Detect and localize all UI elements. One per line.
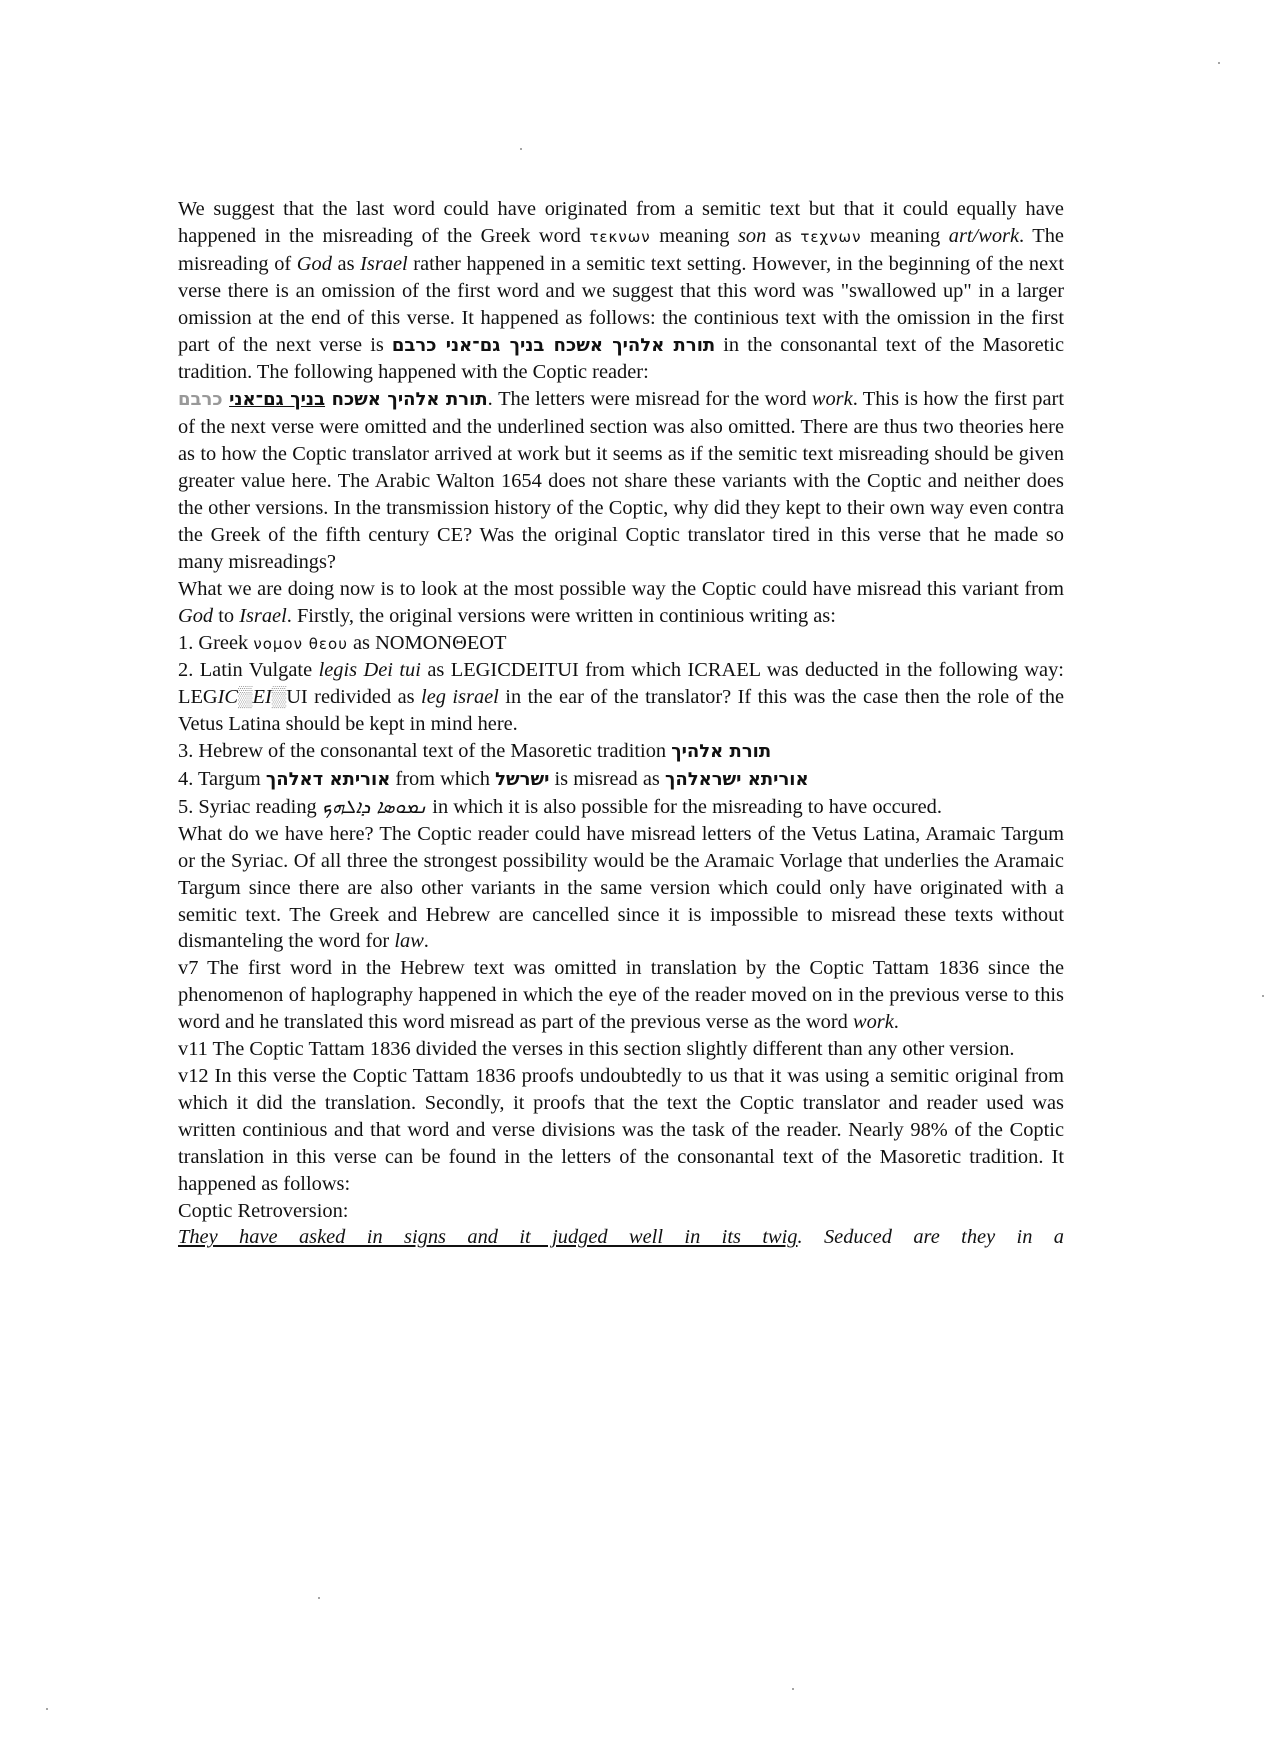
word-son: son	[737, 224, 767, 247]
word-work: work	[811, 388, 853, 411]
hebrew-phrase-2: תורת אלהיך אשכח בניך גם־אני כרבם	[178, 389, 488, 411]
greek-word-tekvwv: τεκνων	[589, 227, 651, 246]
paragraph-1: We suggest that the last word could have originated from a semitic text but that it could equally have happened in the misreading of the Greek word τεκνων meaning son as τεχνων meaning art/work. The misreading of God as Israel rather happened in a semitic text setting. However, in the beginning of the next verse there is an omission of the first word and we suggest that this word was "swallowed up" in a larger omission at the end of this verse. It happened as follows: the continious text with the omission in the first part of the next verse is תורת אלהיך אשכח בניך גם־אני כרבם in the consonantal text of the Masoretic tradition. The following happened with the Coptic reader:	[178, 198, 1064, 384]
paragraph-v12: v12 In this verse the Coptic Tattam 1836 proofs undoubtedly to us that it was using a semitic original from which it did the translation. Secondly, it proofs that the text the Coptic translator and reader used was written continious and that word and verse divisions was the task of the reader. Nearly 98% of the Coptic translation in this verse can be found in the letters of the consonantal text of the Masoretic tradition. It happened as follows:	[178, 1065, 1064, 1195]
list-item-greek: 1. Greek νομον θεου as NOMONΘEOT	[178, 631, 507, 654]
list-item-syriac: 5. Syriac reading ܢܡܘܣܐ ܕܐܠܗܟ in which it is also possible for the misreading to have occured.	[178, 795, 942, 818]
body-text	[178, 196, 1064, 1251]
scan-speck	[1218, 62, 1220, 64]
paragraph-v11: v11 The Coptic Tattam 1836 divided the verses in this section slightly different than any other version.	[178, 1038, 1015, 1061]
word-god: God	[296, 252, 332, 275]
smudge-mark: ▒	[238, 686, 253, 709]
scan-speck	[520, 148, 522, 150]
paragraph-4: What do we have here? The Coptic reader could have misread letters of the Vetus Latina, Aramaic Targum or the Syriac. Of all three the strongest possibility would be the Aramaic Vorlage that underlies the Aramaic Targum since there are also other variants in the same version which could only have originated with a semitic text. The Greek and Hebrew are cancelled since it is impossible to misread these texts without dismanteling the word for law.	[178, 822, 1064, 953]
scan-speck	[792, 1688, 794, 1690]
coptic-retroversion-text: They have asked in signs and it judged well in its twig. Seduced are they in a	[178, 1226, 1064, 1249]
greek-word-texvwv: τεχνων	[800, 227, 862, 246]
smudge-mark: ▒	[271, 686, 287, 709]
hebrew-smudged-word: כרבם	[178, 389, 230, 411]
coptic-retroversion-heading: Coptic Retroversion:	[178, 1199, 349, 1222]
list-item-latin: 2. Latin Vulgate legis Dei tui as LEGICDEITUI from which ICRAEL was deducted in the following way: LEGIC▒EI▒UI redivided as leg israel in the ear of the translator? If this was the case then the role of the Vetus Latina should be kept in mind here.	[178, 659, 1064, 736]
scan-speck	[1262, 995, 1264, 997]
hebrew-phrase-1: תורת אלהיך אשכח בניך גם־אני כרבם	[391, 334, 716, 356]
word-art-work: art/work	[948, 224, 1020, 247]
paragraph-3: What we are doing now is to look at the most possible way the Coptic could have misread this variant from God to Israel. Firstly, the original versions were written in continious writing as:	[178, 577, 1064, 627]
list-item-hebrew: 3. Hebrew of the consonantal text of the Masoretic tradition תורת אלהיך	[178, 740, 772, 763]
word-israel: Israel	[360, 252, 408, 275]
paragraph-2: תורת אלהיך אשכח בניך גם־אני כרבם . The letters were misread for the word work. This is how the first part of the next verse were omitted and the underlined section was also omitted. There are thus two theories here as to how the Coptic translator arrived at work but it seems as if the semitic text misreading should be given greater value here. The Arabic Walton 1654 does not share these variants with the Coptic and neither does the other versions. In the transmission history of the Coptic, why did they kept to their own way even contra the Greek of the fifth century CE? Was the original Coptic translator tired in this verse that he made so many misreadings?	[178, 388, 1064, 573]
list-item-targum: 4. Targum אוריתא דאלהך from which ישרשל is misread as אוריתא ישראלהך	[178, 768, 809, 791]
scan-speck	[318, 1597, 320, 1599]
hebrew-underlined-section: בניך גם־אני	[229, 389, 326, 411]
paragraph-v7: v7 The first word in the Hebrew text was omitted in translation by the Coptic Tattam 1836 since the phenomenon of haplography happened in which the eye of the reader moved on in the previous verse to this word and he translated this word misread as part of the previous verse as the word work.	[178, 957, 1064, 1034]
scan-speck	[46, 1708, 48, 1710]
